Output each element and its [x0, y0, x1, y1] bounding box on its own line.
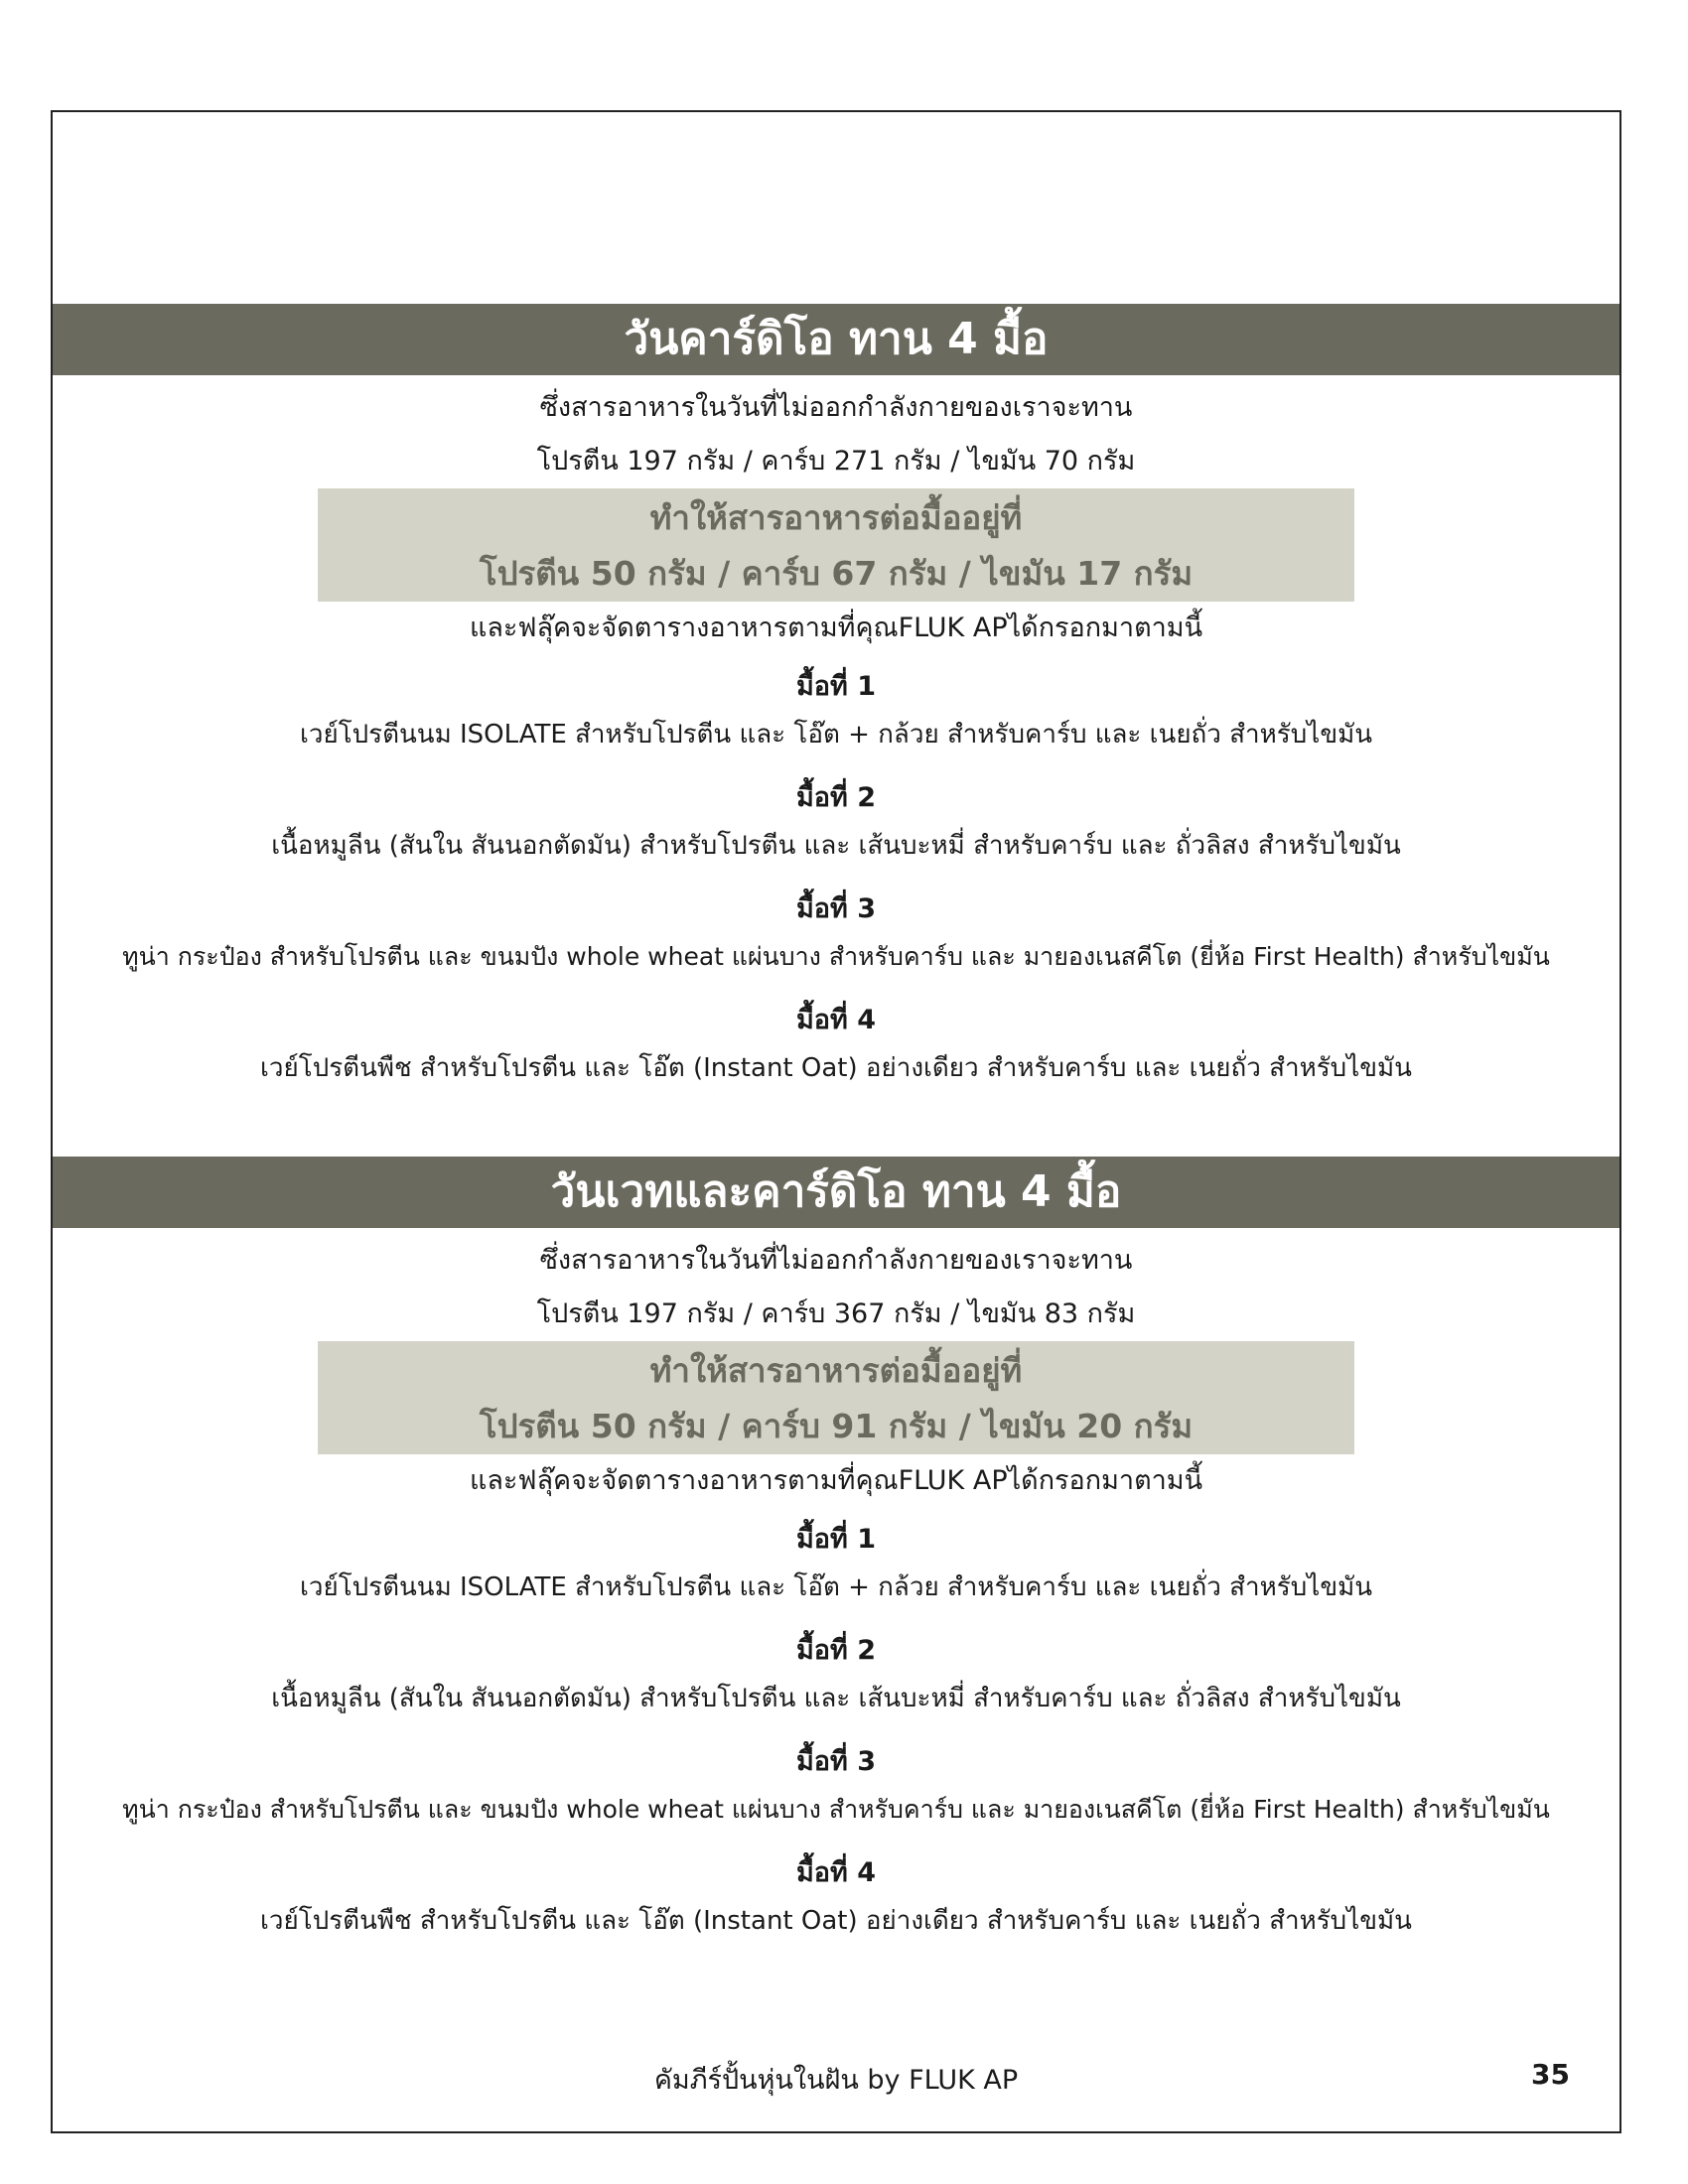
- footer-book-title: คัมภีร์ปั้นหุ่นในฝัน by FLUK AP: [653, 2065, 1019, 2096]
- meal-description: เนื้อหมูลีน (สันใน สันนอกตัดมัน) สำหรับโปรตีน และ เส้นบะหมี่ สำหรับคาร์บ และ ถั่วลิสง สำหรับไขมัน: [271, 1684, 1401, 1713]
- summary-heading: ทำให้สารอาหารต่อมื้ออยู่ที่: [649, 1351, 1023, 1390]
- summary-macros: โปรตีน 50 กรัม / คาร์บ 67 กรัม / ไขมัน 17 กรัม: [479, 554, 1194, 593]
- meal-description: เนื้อหมูลีน (สันใน สันนอกตัดมัน) สำหรับโปรตีน และ เส้นบะหมี่ สำหรับคาร์บ และ ถั่วลิสง สำหรับไขมัน: [271, 831, 1401, 861]
- schedule-note: และฟลุ๊คจะจัดตารางอาหารตามที่คุณFLUK APได้กรอกมาตามนี้: [469, 1465, 1203, 1496]
- cardio-day-section: [53, 304, 1619, 1100]
- section-title: วันคาร์ดิโอ ทาน 4 มื้อ: [53, 304, 1619, 375]
- meal-label: มื้อที่ 4: [796, 1857, 876, 1888]
- intro-text: ซึ่งสารอาหารในวันที่ไม่ออกกำลังกายของเราจะทาน: [539, 392, 1133, 423]
- intro-text: ซึ่งสารอาหารในวันที่ไม่ออกกำลังกายของเราจะทาน: [539, 1245, 1133, 1276]
- meal-label: มื้อที่ 1: [796, 1524, 876, 1555]
- per-meal-summary: [318, 1341, 1354, 1454]
- summary-macros: โปรตีน 50 กรัม / คาร์บ 91 กรัม / ไขมัน 20 กรัม: [479, 1407, 1194, 1445]
- summary-heading: ทำให้สารอาหารต่อมื้ออยู่ที่: [649, 498, 1023, 537]
- meal-description: เวย์โปรตีนนม ISOLATE สำหรับโปรตีน และ โอ๊ต + กล้วย สำหรับคาร์บ และ เนยถั่ว สำหรับไขมัน: [299, 720, 1372, 750]
- meal-label: มื้อที่ 3: [796, 1746, 876, 1777]
- meal-description: เวย์โปรตีนพืช สำหรับโปรตีน และ โอ๊ต (Instant Oat) อย่างเดียว สำหรับคาร์บ และ เนยถั่ว สำหรับไขมัน: [260, 1053, 1412, 1083]
- daily-macros: โปรตีน 197 กรัม / คาร์บ 271 กรัม / ไขมัน 70 กรัม: [536, 446, 1136, 477]
- meal-description: เวย์โปรตีนนม ISOLATE สำหรับโปรตีน และ โอ๊ต + กล้วย สำหรับคาร์บ และ เนยถั่ว สำหรับไขมัน: [299, 1572, 1372, 1602]
- page-frame: [51, 110, 1621, 2133]
- daily-macros: โปรตีน 197 กรัม / คาร์บ 367 กรัม / ไขมัน 83 กรัม: [536, 1298, 1136, 1329]
- schedule-note: และฟลุ๊คจะจัดตารางอาหารตามที่คุณFLUK APได้กรอกมาตามนี้: [469, 613, 1203, 643]
- per-meal-summary: [318, 488, 1354, 602]
- section-title: วันเวทและคาร์ดิโอ ทาน 4 มื้อ: [53, 1157, 1619, 1228]
- weight-cardio-day-section: [53, 1157, 1619, 1953]
- meal-description: ทูน่า กระป๋อง สำหรับโปรตีน และ ขนมปัง whole wheat แผ่นบาง สำหรับคาร์บ และ มายองเนสคีโต (ยี่ห้อ First Health) สำหรับไขมัน: [122, 942, 1550, 971]
- meal-label: มื้อที่ 2: [796, 782, 876, 813]
- page-number: 35: [1531, 2058, 1570, 2091]
- meal-description: เวย์โปรตีนพืช สำหรับโปรตีน และ โอ๊ต (Instant Oat) อย่างเดียว สำหรับคาร์บ และ เนยถั่ว สำหรับไขมัน: [260, 1906, 1412, 1936]
- meal-label: มื้อที่ 4: [796, 1005, 876, 1035]
- meal-label: มื้อที่ 1: [796, 671, 876, 702]
- meal-description: ทูน่า กระป๋อง สำหรับโปรตีน และ ขนมปัง whole wheat แผ่นบาง สำหรับคาร์บ และ มายองเนสคีโต (ยี่ห้อ First Health) สำหรับไขมัน: [122, 1795, 1550, 1824]
- meal-label: มื้อที่ 2: [796, 1635, 876, 1666]
- meal-label: มื้อที่ 3: [796, 893, 876, 924]
